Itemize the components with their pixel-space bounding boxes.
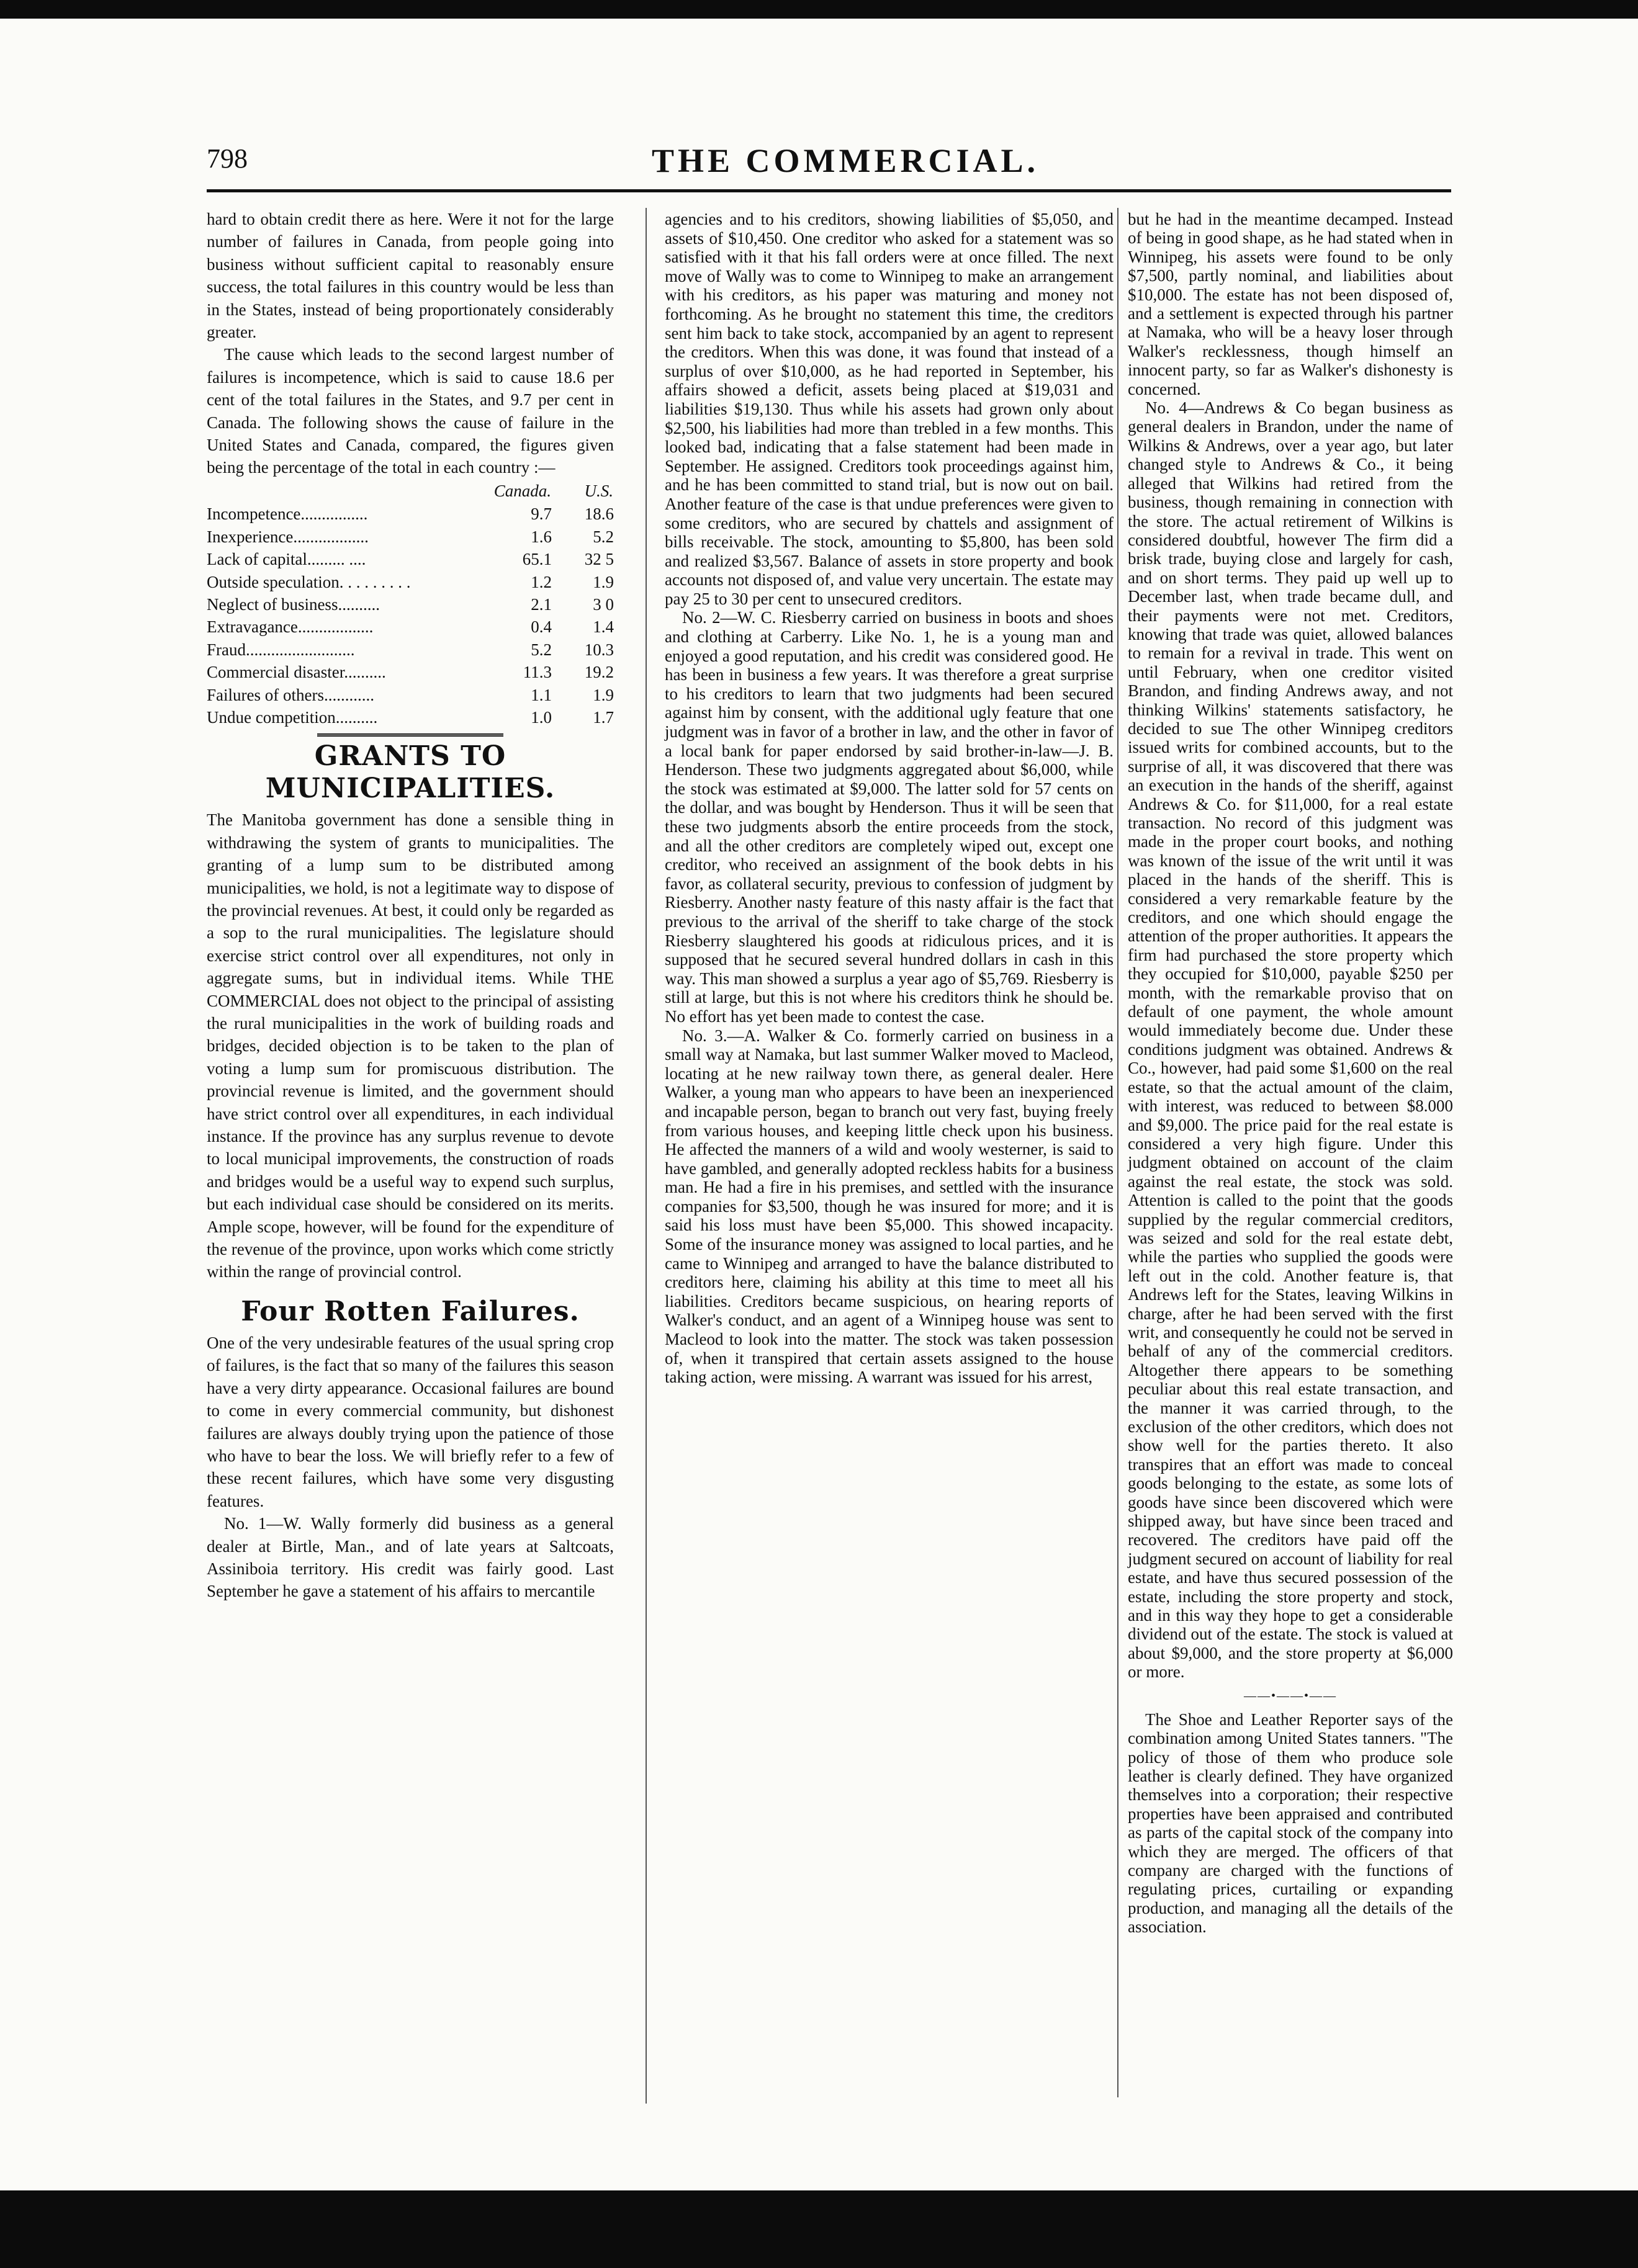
canada-value: 11.3 (523, 663, 552, 682)
paragraph: The Shoe and Leather Reporter says of the combination among United States tanners. "The policy of those of them who produce sole leather is clearly defined. They have organized themselves into a corporation; their respective properties have been appraised and contributed as parts of the capital stock of the company into which they are merged. The officers of that company are charged with the functions of regulating prices, curtailing or expanding production, and managing all the details of the association. (1128, 1710, 1453, 1937)
paragraph: No. 4—Andrews & Co began business as general dealers in Brandon, under the name of Wilkins & Andrews, over a year ago, but later changed style to Andrews & Co., it being alleged that Wilkins had retired from the business, though remaining in connection with the store. The actual retirement of Wilkins is considered doubtful, however The firm did a brisk trade, buying close and largely for cash, and on short terms. They paid up well up to December last, when trade became dull, and their payments were not met. Creditors, knowing that trade was quiet, allowed balances to remain for a revival in trade. This went on until February, when one creditor visited Brandon, and finding Andrews away, and not thinking Wilkins' statements satisfactory, he decided to sue The other Winnipeg creditors issued writs for combined accounts, but to the surprise of all, it was discovered that there was an execution in the hands of the sheriff, against Andrews & Co. for $11,000, for a real estate transaction. No record of this judgment was made in the proper court books, and nothing was known of the issue of the writ until it was placed in the hands of the sheriff. This is considered a very remarkable feature by the creditors, and one which should engage the attention of the proper authorities. It appears the firm had purchased the store property which they occupied for $10,000, payable $250 per month, with the remarkable proviso that on default of one payment, the whole amount would immediately become due. Under these conditions judgment was obtained. Andrews & Co., however, had paid some $1,600 on the real estate, so that the actual amount of the claim, with interest, was reduced to between $8.000 and $9,000. The price paid for the real estate is considered a very high figure. Under this judgment obtained on account of the claim against the real estate, the stock was sold. Attention is called to the point that the goods supplied by the regular commercial creditors, was seized and sold for the real estate debt, while the parties who supplied the goods were left out in the cold. Another feature is, that Andrews left for the States, leaving Wilkins in charge, after he had been served with the first writ, and consequently he could not be served in behalf of any of the commercial creditors. Altogether there appears to be something peculiar about this real estate transaction, and the manner it was carried through, to the exclusion of the other creditors, which does not show well for the parties thereto. It also transpires that an effort was made to conceal goods belonging to the estate, as some lots of goods have since been discovered which were shipped away, but have since been traced and recovered. The creditors have paid off the judgment secured on account of liability for real estate, and have thus secured possession of the estate, including the store property and stock, and in this way they hope to get a considerable dividend out of the estate. The stock is valued at about $9,000, and the store property at $6,000 or more. (1128, 398, 1453, 1682)
column-1 (207, 208, 614, 1603)
masthead: THE COMMERCIAL. (652, 142, 1040, 179)
us-value: 1.4 (593, 617, 614, 637)
section-ornament: ——•——•—— (1243, 1688, 1337, 1703)
table-row (207, 571, 614, 593)
us-value: 1.7 (593, 707, 614, 727)
canada-value: 0.4 (531, 617, 552, 637)
paragraph: The cause which leads to the second largest number of failures is incompetence, which is said to cause 18.6 per cent of the total failures in the States, and 9.7 per cent in Canada. The following shows the cause of failure in the United States and Canada, compared, the figures given being the percentage of the total in each country :— (207, 345, 614, 477)
canada-value: 5.2 (531, 640, 552, 659)
cause-label: Lack of capital......... .... (207, 550, 366, 569)
table-row (207, 661, 614, 683)
column-divider-2 (1117, 208, 1118, 2097)
table-row (207, 706, 614, 728)
table-header-row (207, 479, 614, 503)
canada-value: 1.0 (531, 707, 552, 727)
scan-bottom-border (0, 2190, 1638, 2268)
paragraph: One of the very undesirable features of the usual spring crop of failures, is the fact that so many of the failures this season have a very dirty appearance. Occasional failures are bound to come in every commercial community, but dishonest failures are always doubly trying upon the patience of those who have to bear the loss. We will briefly refer to a few of these recent failures, which have some very disgusting features. (207, 1333, 614, 1510)
table-row (207, 593, 614, 616)
table-row (207, 639, 614, 661)
failure-causes-table (207, 479, 614, 728)
paragraph: No. 2—W. C. Riesberry carried on business in boots and shoes and clothing at Carberry. Like No. 1, he is a young man and enjoyed a good reputation, and his credit was considered good. He has been in business a few years. It was therefore a great surprise to his creditors to learn that two judgments had been secured against him by consent, with the additional ugly feature that one judgment was in favor of a brother in law, and the other in favor of a local bank for paper endorsed by said brother-in-law—J. B. Henderson. These two judgments aggregated about $6,000, while the stock was estimated at $9,000. The latter sold for 57 cents on the dollar, and was bought by Henderson. Thus it will be seen that these two judgments absorb the entire proceeds from the stock, and all the other creditors are completely wiped out, except one creditor, who received an assignment of the book debts in his favor, as collateral security, previous to confession of judgment by Riesberry. Another nasty feature of this nasty affair is the fact that previous to the arrival of the sheriff to take charge of the stock Riesberry slaughtered his goods at ridiculous prices, and it is supposed that he secured several hundred dollars in cash in this way. This man showed a surplus a year ago of $5,769. Riesberry is still at large, but this is not where his creditors think he should be. No effort has yet been made to contest the case. (665, 608, 1114, 1026)
paragraph: No. 1—W. Wally formerly did business as a general dealer at Birtle, Man., and of late years at Saltcoats, Assiniboia territory. His credit was fairly good. Last September he gave a statement of his affairs to mercantile (207, 1514, 614, 1601)
column-header-us: U.S. (584, 481, 613, 500)
us-value: 1.9 (593, 685, 614, 704)
header-rule (207, 189, 1451, 192)
paragraph: hard to obtain credit there as here. Were it not for the large number of failures in Canada, from people going into business without sufficient capital to reasonably ensure success, the total failures in this country would be less than in the States, instead of being proportionately considerably greater. (207, 210, 614, 342)
paragraph: but he had in the meantime decamped. Instead of being in good shape, as he had stated when in Winnipeg, his assets were found to be only $7,500, partly nominal, and liabilities about $10,000. The estate has not been disposed of, and a settlement is expected through his partner at Namaka, who will be a heavy loser through Walker's recklessness, though himself an innocent party, so far as Walker's dishonesty is concerned. (1128, 210, 1453, 398)
us-value: 3 0 (593, 594, 614, 614)
page-number: 798 (207, 143, 248, 174)
canada-value: 1.2 (531, 572, 552, 591)
column-divider-1 (646, 208, 647, 2104)
us-value: 1.9 (593, 572, 614, 591)
column-3 (1128, 210, 1453, 1937)
column-header-canada: Canada. (493, 481, 551, 500)
cause-label: Neglect of business.......... (207, 594, 380, 614)
canada-value: 1.1 (531, 685, 552, 704)
canada-value: 1.6 (531, 527, 552, 546)
cause-label: Incompetence................ (207, 504, 368, 524)
canada-value: 2.1 (531, 594, 552, 614)
paragraph: No. 3.—A. Walker & Co. formerly carried on business in a small way at Namaka, but last summer Walker moved to Macleod, locating at he new railway town there, as general dealer. Here Walker, a young man who appears to have been an inexperienced and incapable person, began to branch out very fast, buying freely from various houses, and keeping little check upon his business. He affected the manners of a wild and wooly westerner, is said to have gambled, and generally adopted reckless habits for a business man. He had a fire in his premises, and settled with the insurance companies for $3,500, though he was insured for more; and it is said his loss must have been $5,000. This showed incapacity. Some of the insurance money was assigned to local parties, and he came to Winnipeg and arranged to have the balance distributed to creditors here, claiming his ability at this time to meet all his liabilities. Creditors became suspicious, on hearing reports of Walker's conduct, and an agent of a Winnipeg house was sent to Macleod to look into the matter. The stock was taken possession of, when it transpired that certain assets assigned to the house taking action, were missing. A warrant was issued for his arrest, (665, 1026, 1114, 1387)
cause-label: Fraud.......................... (207, 640, 355, 659)
table-row (207, 526, 614, 548)
us-value: 18.6 (584, 504, 614, 524)
heading-grants: GRANTS TO MUNICIPALITIES. (265, 740, 556, 805)
canada-value: 9.7 (531, 504, 552, 524)
table-row (207, 548, 614, 570)
paragraph: The Manitoba government has done a sensible thing in withdrawing the system of grants to municipalities. The granting of a lump sum to be distributed among municipalities, we hold, is not a legitimate way to dispose of the provincial revenues. At best, it could only be regarded as a sop to the rural municipalities. The legislature should exercise strict control over all expenditures, not only in aggregate sums, but in individual items. While THE COMMERCIAL does not object to the principal of assisting the rural municipalities in the work of building roads and bridges, decided objection is to be taken to the plan of voting a lump sum for promiscuous distribution. The provincial revenue is limited, and the government should have strict control over all expenditures, in each individual instance. If the province has any surplus revenue to devote to local municipal improvements, the construction of roads and bridges would be a useful way to expend such surplus, but each individual case should be considered on its merits. Ample scope, however, will be found for the expenditure of the revenue of the province, upon works which come strictly within the range of provincial control. (207, 810, 614, 1281)
us-value: 19.2 (584, 663, 614, 682)
cause-label: Inexperience.................. (207, 527, 369, 546)
scan-top-border (0, 0, 1638, 19)
column-2 (665, 210, 1114, 1387)
cause-label: Outside speculation. . . . . . . . . (207, 572, 411, 591)
cause-label: Extravagance.................. (207, 617, 374, 637)
us-value: 10.3 (584, 640, 614, 659)
table-row (207, 503, 614, 525)
cause-label: Commercial disaster.......... (207, 663, 386, 682)
us-value: 32 5 (584, 550, 614, 569)
canada-value: 65.1 (522, 550, 552, 569)
cause-label: Undue competition.......... (207, 707, 378, 727)
table-row (207, 684, 614, 706)
paragraph: agencies and to his creditors, showing liabilities of $5,050, and assets of $10,450. One creditor who asked for a statement was so satisfied with it that his fall orders were at once filled. The next move of Wally was to come to Winnipeg to make an arrangement with his creditors, as his paper was maturing and money not forthcoming. As he brought no statement this time, the creditors sent him back to take stock, accompanied by an agent to represent the creditors. When this was done, it was found that instead of a surplus of over $10,000, as he had reported in September, his affairs showed a deficit, assets being placed at $19,031 and liabilities $19,130. Thus while his assets had grown only about $2,500, his liabilities had more than trebled in a few months. This looked bad, indicating that a false statement had been made in September. He assigned. Creditors took proceedings against him, and he has been committed to stand trial, but is now out on bail. Another feature of the case is that undue preferences were given to some creditors, who are secured by chattels and assignment of bills receivable. The stock, amounting to $5,800, has been sold and realized $3,567. Balance of assets in store property and book accounts not disposed of, and value very uncertain. The estate may pay 25 to 30 per cent to unsecured creditors. (665, 210, 1114, 608)
table-row (207, 616, 614, 638)
us-value: 5.2 (593, 527, 614, 546)
section-rule (317, 733, 503, 737)
heading-four-rotten-failures: Four Rotten Failures. (241, 1295, 580, 1327)
cause-label: Failures of others............ (207, 685, 374, 704)
